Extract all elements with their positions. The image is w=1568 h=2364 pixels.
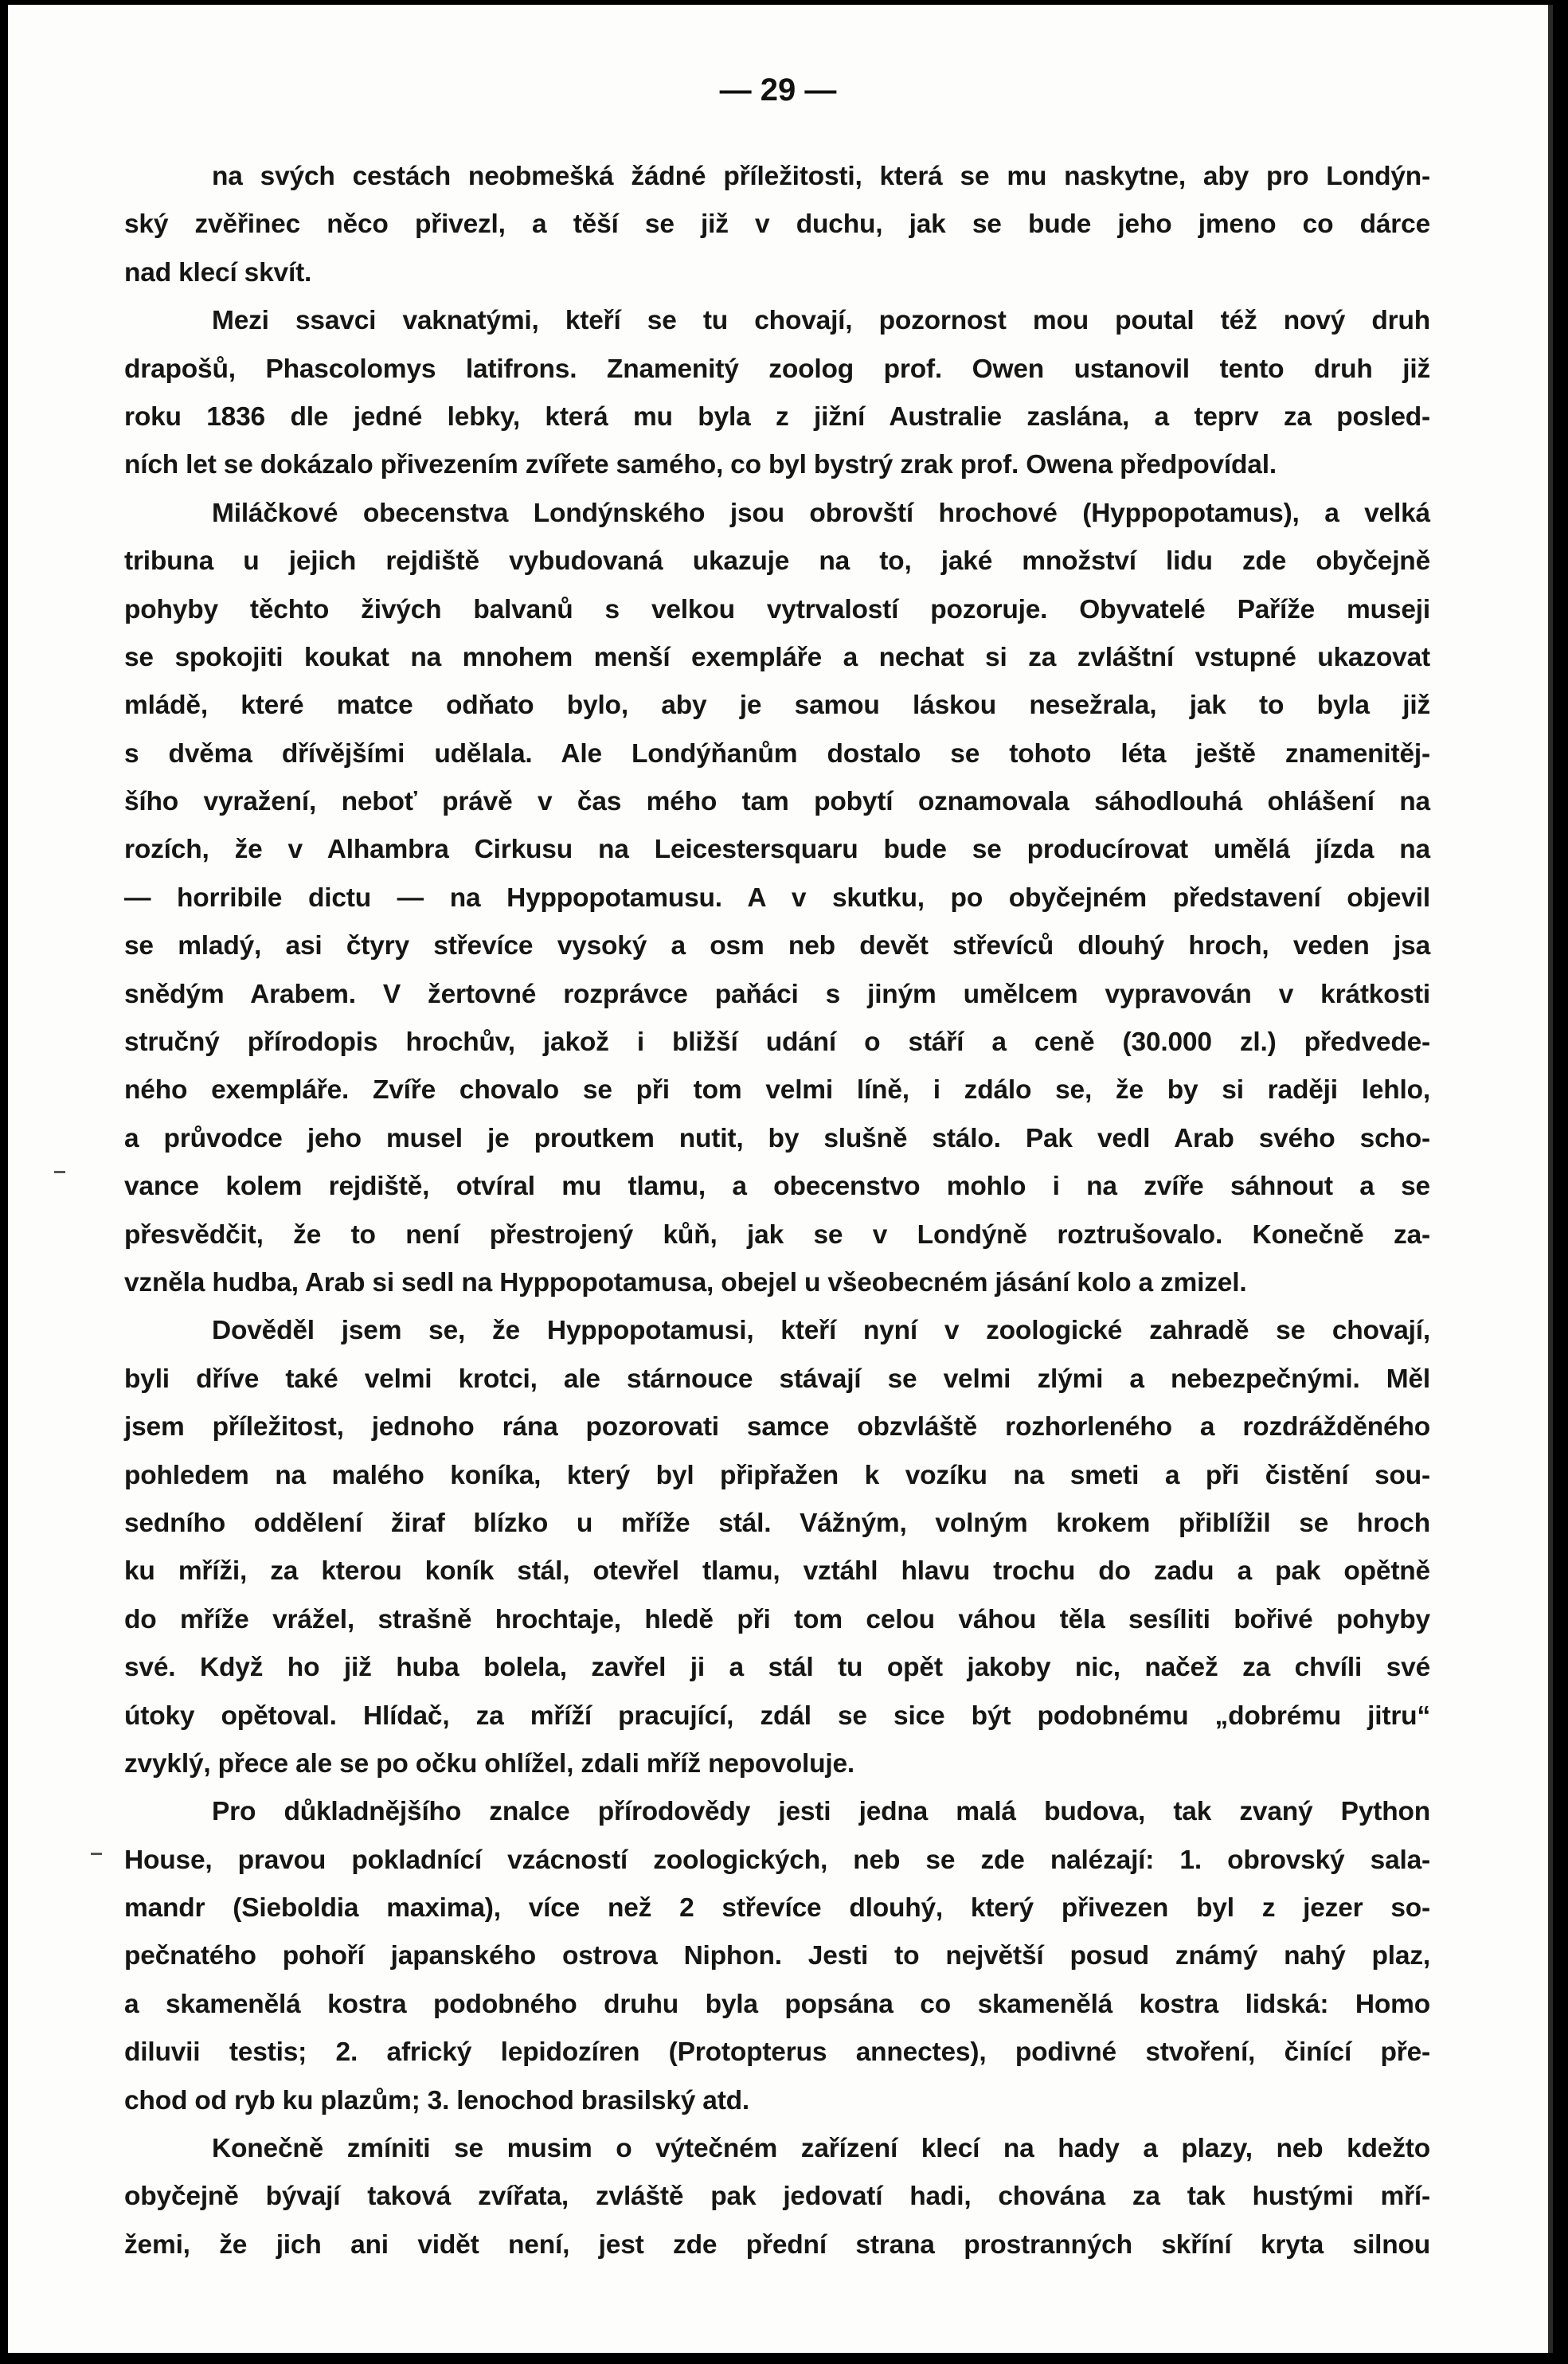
text-line: Dověděl jsem se, že Hyppopotamusi, kteří nyní v zoologické zahradě se chovají, bbox=[212, 1316, 1430, 1346]
text-line: snědým Arabem. V žertovné rozprávce paňáci s jiným umělcem vypravován v krátkosti bbox=[124, 979, 1430, 1009]
text-line: s dvěma dřívějšími udělala. Ale Londýňanům dostalo se tohoto léta ještě znamenitěj- bbox=[124, 738, 1430, 769]
text-line: rozích, že v Alhambra Cirkusu na Leicestersquaru bude se producírovat umělá jízda na bbox=[124, 835, 1430, 865]
text-line: mládě, které matce odňato bylo, aby je samou láskou nesežrala, jak to byla již bbox=[124, 691, 1430, 721]
text-line: pohledem na malého koníka, který byl připřažen k vozíku na smeti a při čistění sou- bbox=[124, 1460, 1430, 1490]
document-page bbox=[8, 5, 1553, 2353]
text-line: tribuna u jejich rejdiště vybudovaná ukazuje na to, jaké množství lidu zde obyčejně bbox=[124, 546, 1430, 577]
margin-mark bbox=[54, 1171, 65, 1173]
text-line: ku mříži, za kterou koník stál, otevřel tlamu, vztáhl hlavu trochu do zadu a pak opětně bbox=[124, 1556, 1430, 1587]
text-line: jsem příležitost, jednoho rána pozorovati samce obzvláště rozhorleného a rozdrážděného bbox=[124, 1412, 1430, 1442]
paragraph bbox=[124, 1788, 1430, 2125]
text-line: mandr (Sieboldia maxima), více než 2 střevíce dlouhý, který přivezen byl z jezer so- bbox=[124, 1893, 1430, 1924]
text-line: a průvodce jeho musel je proutkem nutit, by slušně stálo. Pak vedl Arab svého scho- bbox=[124, 1123, 1430, 1153]
text-line: sedního oddělení žiraf blízko u mříže stál. Vážným, volným krokem přiblížil se hroch bbox=[124, 1508, 1430, 1538]
text-line: Miláčkové obecenstva Londýnského jsou obrovští hrochové (Hyppopotamus), a velká bbox=[212, 498, 1430, 528]
paragraph bbox=[124, 490, 1430, 1308]
text-line: žemi, že jich ani vidět není, jest zde přední strana prostranných skříní kryta silnou bbox=[124, 2229, 1430, 2260]
margin-mark bbox=[91, 1853, 102, 1855]
text-line: a skamenělá kostra podobného druhu byla popsána co skamenělá kostra lidská: Homo bbox=[124, 1989, 1430, 2019]
paragraph bbox=[124, 1307, 1430, 1788]
text-line: na svých cestách neobmešká žádné příležitosti, která se mu naskytne, aby pro Londýn- bbox=[212, 162, 1430, 191]
text-line: se spokojiti koukat na mnohem menší exempláře a nechat si za zvláštní vstupné ukazovat bbox=[124, 642, 1430, 672]
text-line: Konečně zmíniti se musim o výtečném zařízení klecí na hady a plazy, neb kdežto bbox=[212, 2134, 1430, 2164]
paragraph bbox=[124, 153, 1430, 297]
body-text bbox=[124, 153, 1430, 2269]
text-line: roku 1836 dle jedné lebky, která mu byla z jižní Australie zaslána, a teprv za posled- bbox=[124, 401, 1430, 432]
text-line: ného exempláře. Zvíře chovalo se při tom velmi líně, i zdálo se, že by si raději lehlo, bbox=[124, 1075, 1430, 1106]
text-line: ních let se dokázalo přivezením zvířete samého, co byl bystrý zrak prof. Owena předpovídal. bbox=[124, 450, 1277, 480]
text-line: pečnatého pohoří japanského ostrova Niphon. Jesti to největší posud známý nahý plaz, bbox=[124, 1941, 1430, 1971]
text-line: do mříže vrážel, strašně hrochtaje, hledě při tom celou váhou těla sesíliti bořivé pohyby bbox=[124, 1604, 1430, 1634]
text-line: se mladý, asi čtyry střevíce vysoký a osm neb devět střevíců dlouhý hroch, veden jsa bbox=[124, 931, 1430, 961]
text-line: Mezi ssavci vaknatými, kteří se tu chovají, pozornost mou poutal též nový druh bbox=[212, 306, 1430, 336]
text-line: útoky opětoval. Hlídač, za mříží pracující, zdál se sice být podobnému „dobrému jitru“ bbox=[124, 1701, 1430, 1731]
text-line: — horribile dictu — na Hyppopotamusu. A v skutku, po obyčejném představení objevil bbox=[124, 883, 1430, 913]
text-line: House, pravou pokladnící vzácností zoologických, neb se zde nalézají: 1. obrovský sala- bbox=[124, 1845, 1430, 1875]
text-line: pohyby těchto živých balvanů s velkou vytrvalostí pozoruje. Obyvatelé Paříže museji bbox=[124, 594, 1430, 624]
text-line: chod od ryb ku plazům; 3. lenochod brasilský atd. bbox=[124, 2085, 750, 2115]
paragraph bbox=[124, 2125, 1430, 2269]
text-line: ský zvěřinec něco přivezl, a těší se již v duchu, jak se bude jeho jmeno co dárce bbox=[124, 209, 1430, 240]
text-line: byli dříve také velmi krotci, ale stárnouce stávají se velmi zlými a nebezpečnými. Měl bbox=[124, 1364, 1430, 1394]
paragraph bbox=[124, 297, 1430, 490]
text-line: zvyklý, přece ale se po očku ohlížel, zdali mříž nepovoluje. bbox=[124, 1748, 855, 1779]
text-line: Pro důkladnějšího znalce přírodovědy jesti jedna malá budova, tak zvaný Python bbox=[212, 1797, 1430, 1827]
text-line: stručný přírodopis hrochův, jakož i bližší udání o stáří a ceně (30.000 zl.) předvede- bbox=[124, 1027, 1430, 1058]
text-line: vance kolem rejdiště, otvíral mu tlamu, a obecenstvo mohlo i na zvíře sáhnout a se bbox=[124, 1172, 1430, 1202]
text-line: šího vyražení, neboť právě v čas mého tam pobytí oznamovala sáhodlouhá ohlášení na bbox=[124, 787, 1430, 817]
page-number: — 29 — bbox=[719, 72, 837, 108]
text-line: přesvědčit, že to není přestrojený kůň, jak se v Londýně roztrušovalo. Konečně za- bbox=[124, 1219, 1430, 1250]
text-line: nad klecí skvít. bbox=[124, 257, 312, 288]
text-line: své. Když ho již huba bolela, zavřel ji a stál tu opět jakoby nic, načež za chvíli své bbox=[124, 1653, 1430, 1683]
text-line: diluvii testis; 2. africký lepidozíren (Protopterus annectes), podivné stvoření, činící pře- bbox=[124, 2037, 1430, 2068]
text-line: drapošů, Phascolomys latifrons. Znamenitý zoolog prof. Owen ustanovil tento druh již bbox=[124, 354, 1430, 384]
text-line: vzněla hudba, Arab si sedl na Hyppopotamusa, obejel u všeobecném jásání kolo a zmizel. bbox=[124, 1267, 1247, 1297]
text-line: obyčejně bývají taková zvířata, zvláště pak jedovatí hadi, chována za tak hustými mří- bbox=[124, 2182, 1430, 2212]
